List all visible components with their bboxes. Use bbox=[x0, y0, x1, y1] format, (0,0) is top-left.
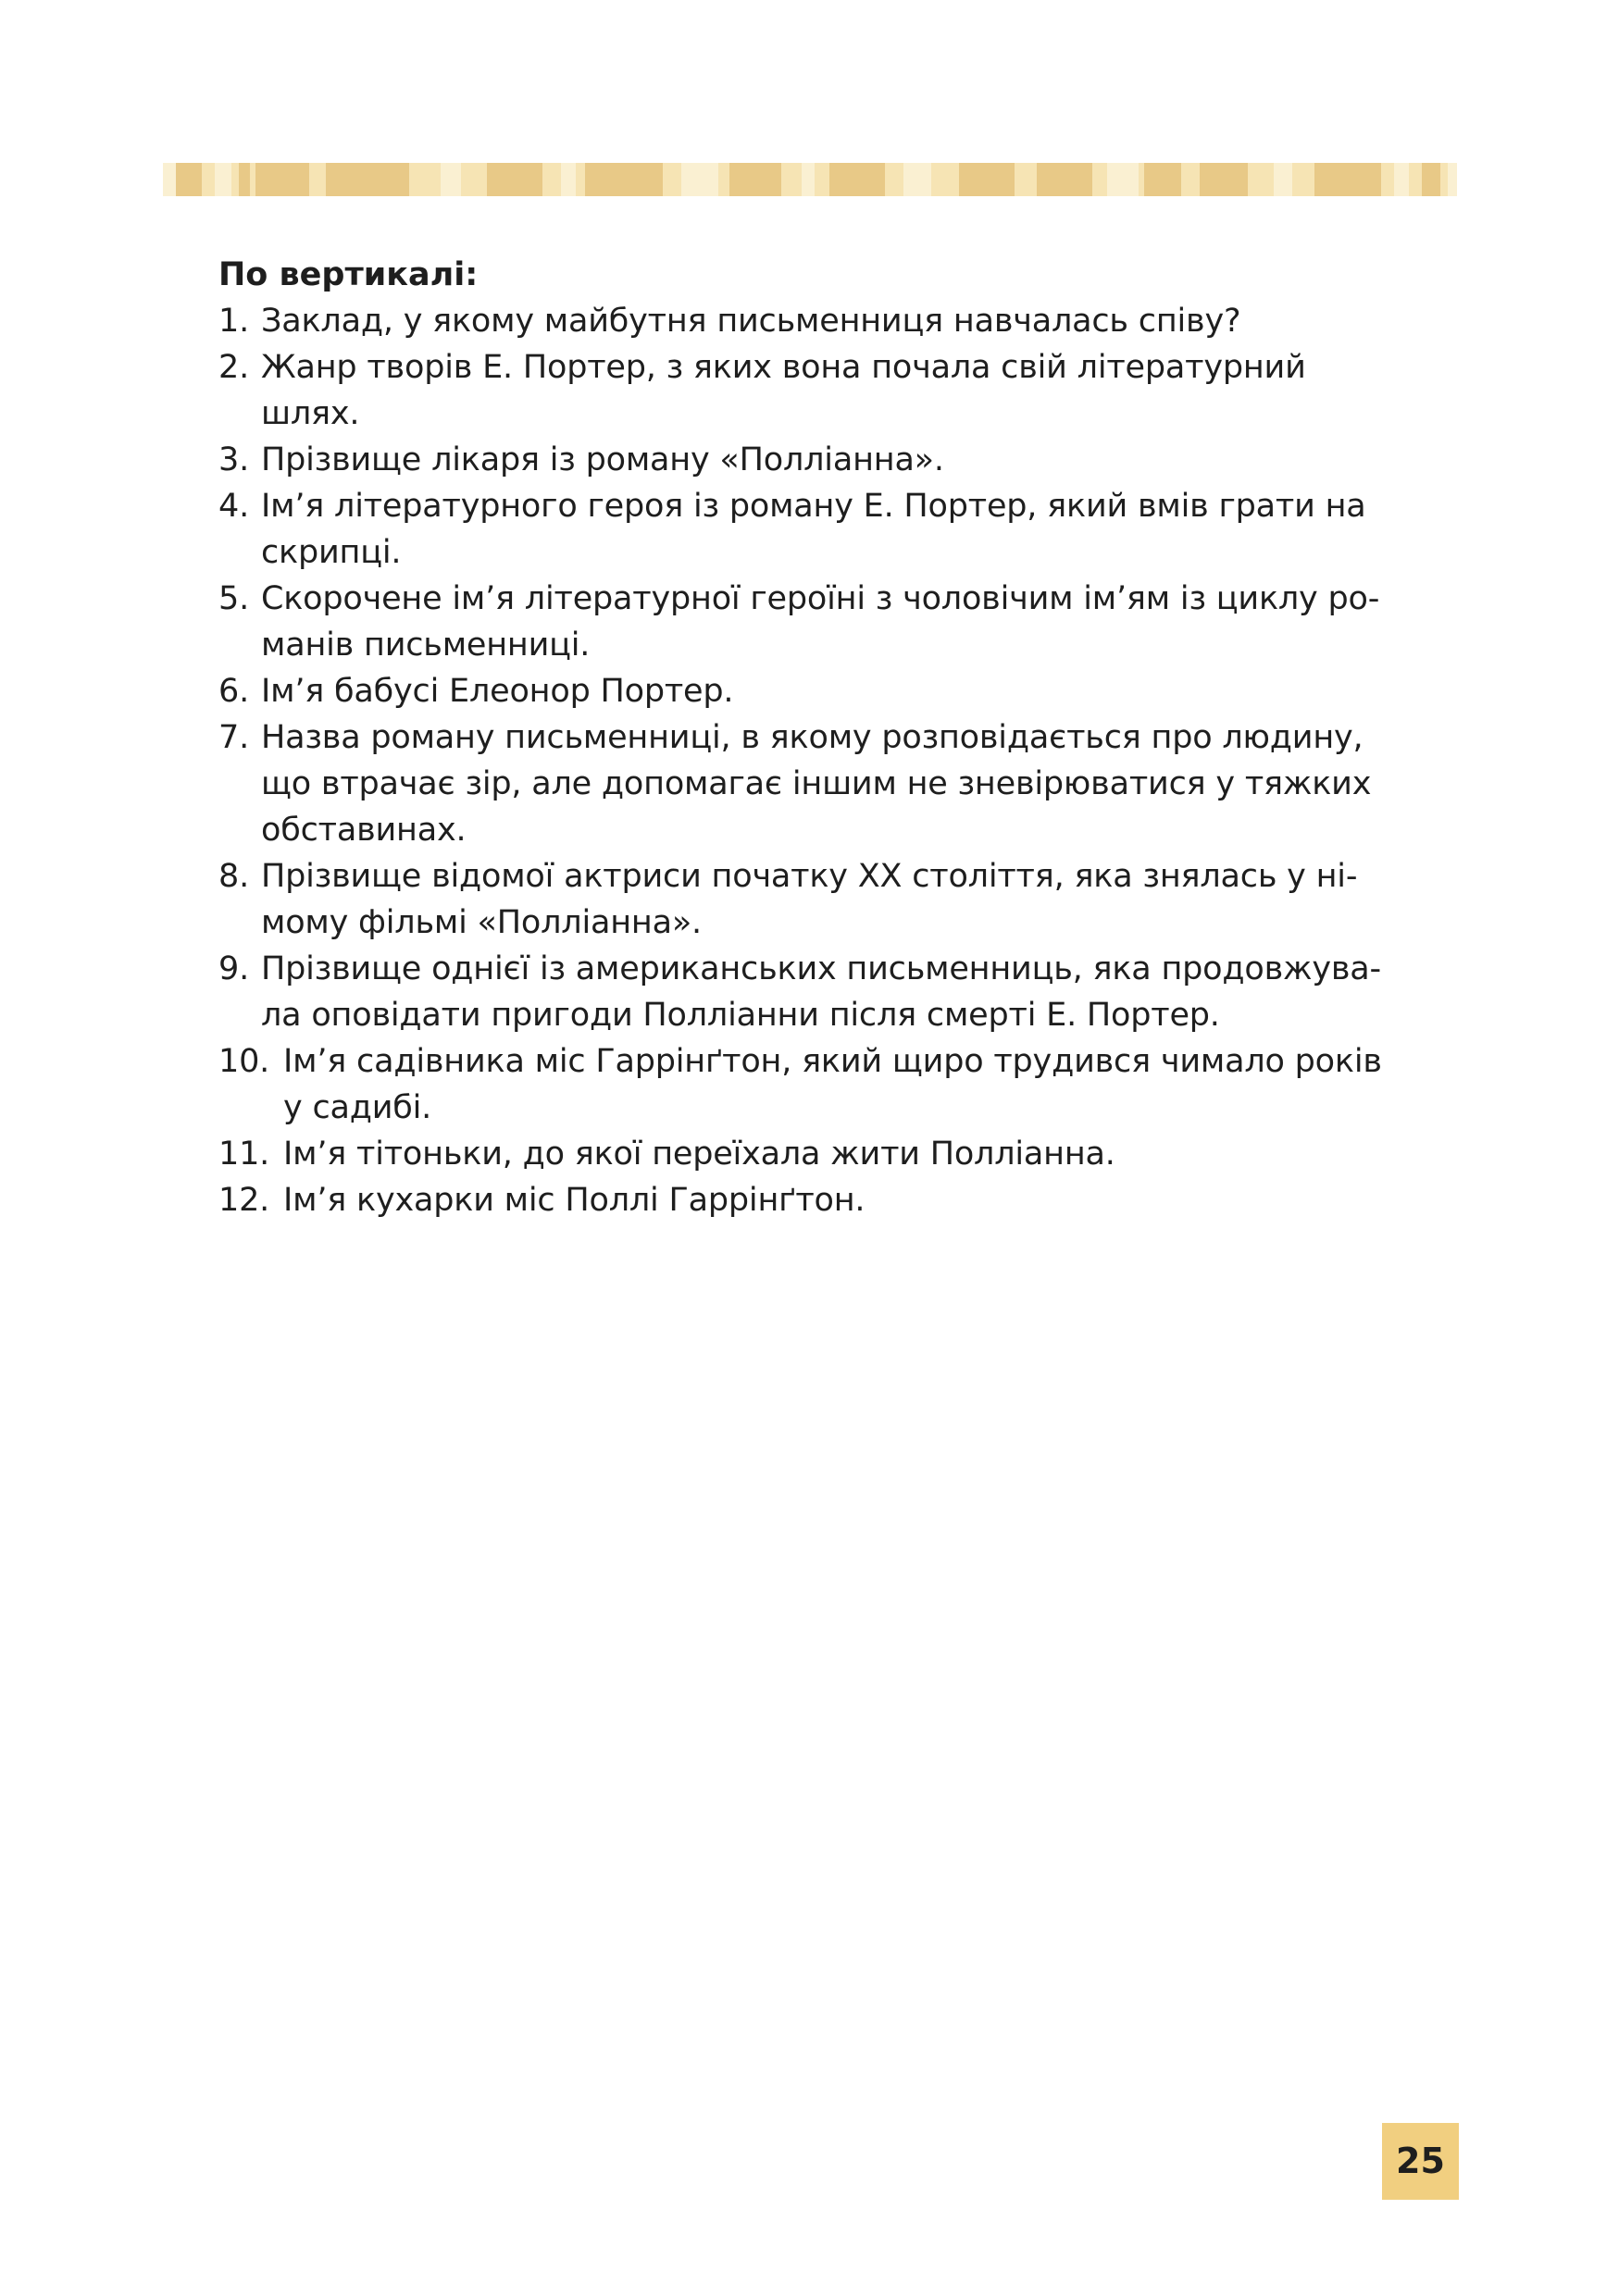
clue-number: 9. bbox=[218, 950, 249, 987]
clue-item bbox=[218, 668, 1459, 714]
section-heading: По вертикалі: bbox=[218, 256, 479, 293]
clue-number: 10. bbox=[218, 1043, 270, 1080]
clue-text-line: Ім’я кухарки міс Поллі Гаррінґтон. bbox=[283, 1182, 866, 1219]
clue-item bbox=[218, 1038, 1459, 1131]
clue-list bbox=[218, 298, 1459, 1223]
clue-text-line: що втрачає зір, але допомагає іншим не зневірюватися у тяжких bbox=[261, 765, 1372, 802]
clue-number: 7. bbox=[218, 719, 249, 756]
clue-number: 4. bbox=[218, 488, 249, 525]
clue-text-line: Ім’я літературного героя із роману Е. Портер, який вмів грати на bbox=[261, 488, 1366, 525]
clue-item bbox=[218, 344, 1459, 437]
clue-number: 1. bbox=[218, 303, 249, 340]
page-number-badge: 25 bbox=[1382, 2123, 1459, 2200]
clue-text-line: Заклад, у якому майбутня письменниця навчалась співу? bbox=[261, 303, 1241, 340]
clue-text-line: мому фільмі «Полліанна». bbox=[261, 904, 702, 941]
clue-text-line: у садибі. bbox=[283, 1089, 432, 1126]
clue-text-line: скрипці. bbox=[261, 534, 402, 571]
clue-item bbox=[218, 1131, 1459, 1177]
clue-text-line: Скорочене ім’я літературної героїні з чоловічим ім’ям із циклу ро- bbox=[261, 580, 1380, 617]
clue-number: 11. bbox=[218, 1136, 270, 1173]
clue-number: 12. bbox=[218, 1182, 270, 1219]
clue-number: 3. bbox=[218, 441, 249, 478]
clue-text-line: Ім’я бабусі Елеонор Портер. bbox=[261, 673, 734, 710]
clue-number: 5. bbox=[218, 580, 249, 617]
clue-text-line: шлях. bbox=[261, 395, 360, 432]
clue-text-line: Ім’я садівника міс Гаррінґтон, який щиро трудився чимало років bbox=[283, 1043, 1382, 1080]
clue-item bbox=[218, 714, 1459, 853]
clue-text-line: обставинах. bbox=[261, 812, 467, 849]
clue-item bbox=[218, 483, 1459, 576]
crossword-clues-section bbox=[218, 252, 1459, 1223]
clue-text-line: Прізвище однієї із американських письменниць, яка продовжува- bbox=[261, 950, 1381, 987]
clue-item bbox=[218, 576, 1459, 668]
clue-number: 2. bbox=[218, 349, 249, 386]
clue-item bbox=[218, 853, 1459, 946]
clue-text-line: Ім’я тітоньки, до якої переїхала жити Полліанна. bbox=[283, 1136, 1115, 1173]
clue-text-line: Прізвище лікаря із роману «Полліанна». bbox=[261, 441, 944, 478]
clue-number: 8. bbox=[218, 858, 249, 895]
clue-text-line: Прізвище відомої актриси початку XX століття, яка знялась у ні- bbox=[261, 858, 1358, 895]
clue-item bbox=[218, 946, 1459, 1038]
clue-text-line: манів письменниці. bbox=[261, 627, 591, 664]
clue-text-line: Жанр творів Е. Портер, з яких вона почала свій літературний bbox=[261, 349, 1306, 386]
clue-number: 6. bbox=[218, 673, 249, 710]
clue-item bbox=[218, 1177, 1459, 1223]
clue-item bbox=[218, 298, 1459, 344]
clue-text-line: ла оповідати пригоди Полліанни після смерті Е. Портер. bbox=[261, 997, 1220, 1034]
clue-item bbox=[218, 437, 1459, 483]
clue-text-line: Назва роману письменниці, в якому розповідається про людину, bbox=[261, 719, 1364, 756]
decorative-header-stripe bbox=[163, 163, 1457, 196]
